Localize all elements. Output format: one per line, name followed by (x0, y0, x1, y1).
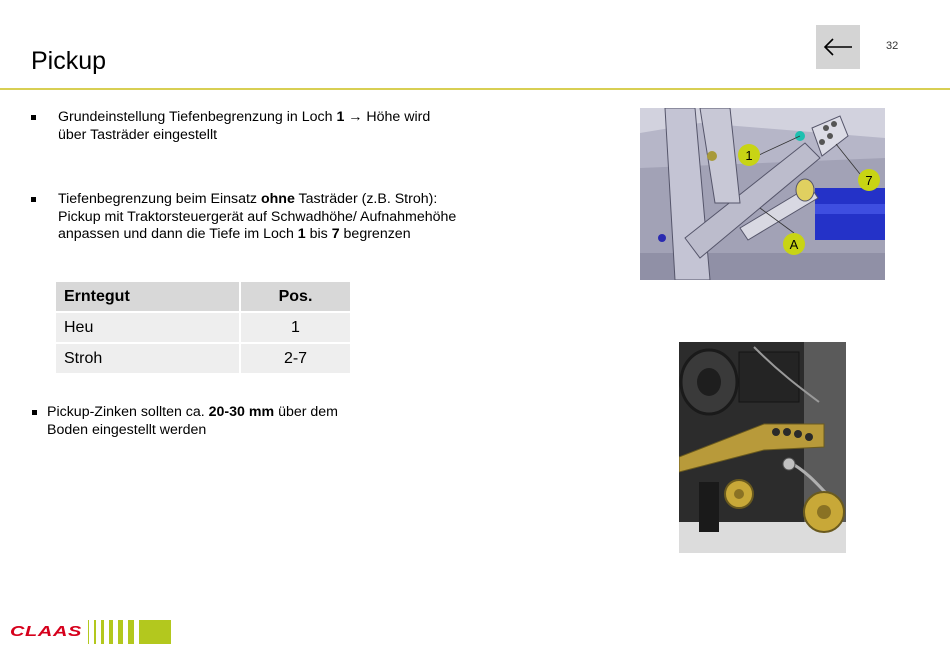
title-divider (0, 88, 950, 90)
callout-label: 1 (745, 148, 753, 163)
table-cell: 2-7 (241, 344, 350, 373)
table-cell: Stroh (56, 344, 239, 373)
crop-position-table (54, 280, 352, 375)
table-cell: Heu (56, 313, 239, 342)
callout-label: A (789, 237, 799, 252)
column-header-position: Pos. (241, 282, 350, 311)
arrow-right-icon: → (348, 109, 363, 125)
page-number: 32 (886, 40, 899, 52)
table-row (56, 313, 350, 342)
column-header-crop: Erntegut (56, 282, 239, 311)
bullet-square-icon (31, 197, 36, 202)
back-button[interactable] (816, 25, 860, 69)
brand-wordmark: CLAAS (10, 623, 82, 640)
bullet-depth-setting: Grundeinstellung Tiefenbegrenzung in Loch 1 → Höhe wird über Tasträder eingestellt (58, 109, 458, 144)
arrow-left-icon (822, 37, 854, 57)
table-cell: 1 (241, 313, 350, 342)
bullet-tine-height: Pickup-Zinken sollten ca. 20-30 mm über dem Boden eingestellt werden (47, 404, 377, 439)
bullet-square-icon (32, 410, 37, 415)
page-title: Pickup (31, 47, 107, 75)
bullet-square-icon (31, 115, 36, 120)
table-row (56, 344, 350, 373)
callout-label: 7 (865, 173, 873, 188)
bullet-without-wheels: Tiefenbegrenzung beim Einsatz ohne Tasträder (z.B. Stroh): Pickup mit Traktorsteuergerät auf Schwadhöhe/ Aufnahmehöhe anpassen und dann die Tiefe im Loch 1 bis 7 begrenzen (58, 191, 458, 244)
pickup-linkage-diagram (640, 108, 885, 280)
claas-logo (10, 619, 175, 647)
pickup-mechanism-photo (679, 342, 846, 553)
table-header-row (56, 282, 350, 311)
